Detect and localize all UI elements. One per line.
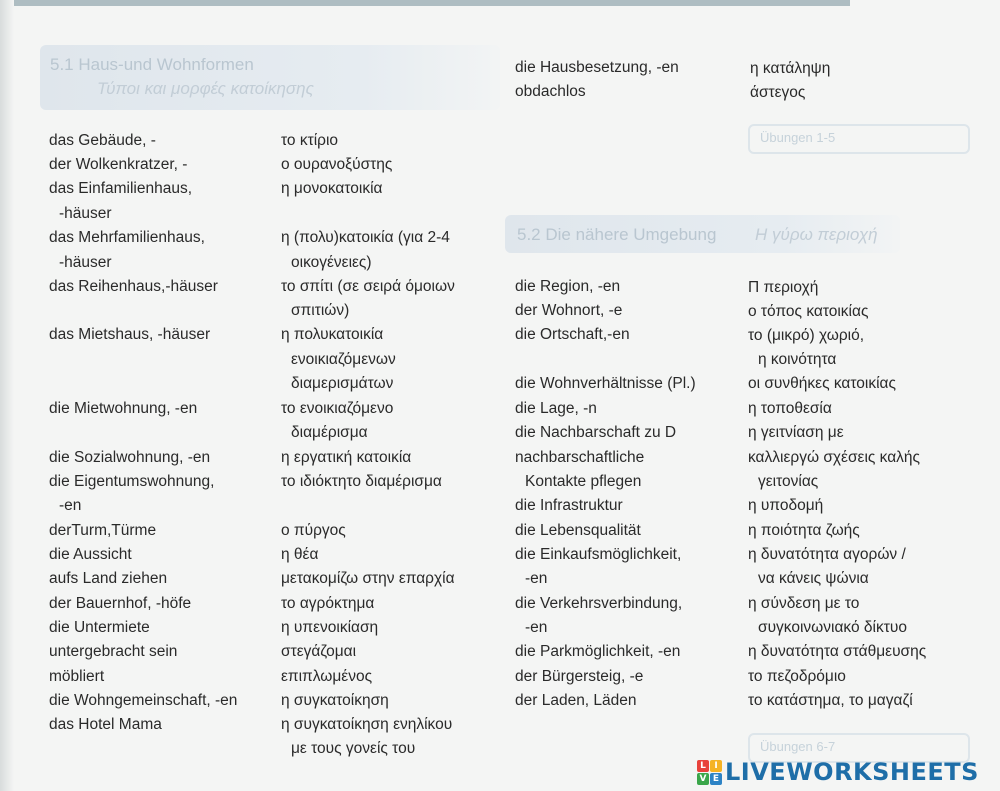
vocab-translation: διαμερισμάτων: [291, 375, 394, 392]
section-title-de: 5.2 Die nähere Umgebung: [517, 225, 717, 244]
vocab-term: der Bürgersteig, -e: [515, 668, 644, 685]
vocab-translation: το αγρόκτημα: [281, 595, 375, 612]
vocab-term: die Wohngemeinschaft, -en: [49, 692, 238, 709]
vocab-translation: το κτίριο: [281, 132, 339, 149]
vocab-term: das Einfamilienhaus,: [49, 180, 193, 197]
vocab-translation: στεγάζομαι: [281, 643, 357, 660]
vocab-translation: το (μικρό) χωριό,: [748, 327, 865, 344]
vocab-translation: η κοινότητα: [758, 351, 837, 368]
vocab-term: die Verkehrsverbindung,: [515, 595, 683, 612]
vocab-translation: η σύνδεση με το: [748, 595, 860, 612]
vocab-translation: το σπίτι (σε σειρά όμοιων: [281, 278, 455, 295]
vocab-translation: ο πύργος: [281, 522, 346, 539]
vocab-term: -häuser: [59, 254, 112, 271]
vocab-term: Kontakte pflegen: [525, 473, 642, 490]
vocab-term: die Lebensqualität: [515, 522, 641, 539]
vocab-term: die Infrastruktur: [515, 497, 623, 514]
vocab-translation: να κάνεις ψώνια: [758, 570, 869, 587]
vocab-translation: η εργατική κατοικία: [281, 449, 412, 466]
page-binding-shadow: [0, 0, 14, 791]
vocab-translation: επιπλωμένος: [281, 668, 373, 685]
vocab-term: untergebracht sein: [49, 643, 178, 660]
vocab-term: die Untermiete: [49, 619, 150, 636]
vocab-term: die Hausbesetzung, -en: [515, 59, 679, 76]
vocab-translation: η δυνατότητα στάθμευσης: [748, 643, 927, 660]
vocab-term: die Eigentumswohnung,: [49, 473, 215, 490]
vocab-term: die Sozialwohnung, -en: [49, 449, 211, 466]
vocab-translation: η δυνατότητα αγορών /: [748, 546, 906, 563]
vocab-translation: το ιδιόκτητο διαμέρισμα: [281, 473, 442, 490]
vocab-term: die Lage, -n: [515, 400, 597, 417]
vocab-term: das Mietshaus, -häuser: [49, 326, 211, 343]
exercises-label: Übungen 1-5: [760, 130, 836, 145]
vocab-term: die Parkmöglichkeit, -en: [515, 643, 681, 660]
vocab-term: -häuser: [59, 205, 112, 222]
vocab-translation: η συγκατοίκηση: [281, 692, 389, 709]
logo-letter: L: [697, 760, 709, 772]
vocab-term: das Reihenhaus,-häuser: [49, 278, 218, 295]
vocab-translation: οι συνθήκες κατοικίας: [748, 375, 896, 392]
vocab-translation: σπιτιών): [291, 302, 350, 319]
vocab-translation: οικογένειες): [291, 254, 372, 271]
vocab-translation: ο ουρανοξύστης: [281, 156, 393, 173]
vocab-translation: το πεζοδρόμιο: [748, 668, 846, 685]
vocab-term: der Wolkenkratzer, -: [49, 156, 188, 173]
logo-letter: E: [710, 773, 722, 785]
vocab-term: der Wohnort, -e: [515, 302, 623, 319]
vocab-term: die Ortschaft,-en: [515, 326, 630, 343]
logo-letter: V: [697, 773, 709, 785]
vocab-term: -en: [59, 497, 82, 514]
logo-text: LIVEWORKSHEETS: [725, 758, 979, 786]
section-heading-haus-wohnformen: [40, 45, 500, 110]
vocab-translation: καλλιεργώ σχέσεις καλής: [748, 449, 921, 466]
vocab-term: die Einkaufsmöglichkeit,: [515, 546, 682, 563]
vocab-translation: η συγκατοίκηση ενηλίκου: [281, 716, 453, 733]
vocab-translation: η μονοκατοικία: [281, 180, 383, 197]
vocab-term: aufs Land ziehen: [49, 570, 168, 587]
liveworksheets-logo[interactable]: [697, 755, 979, 789]
vocab-translation: συγκοινωνιακό δίκτυο: [758, 619, 907, 636]
vocab-term: der Bauernhof, -höfe: [49, 595, 192, 612]
exercises-label: Übungen 6-7: [760, 739, 836, 754]
section-title-gr: Η γύρω περιοχή: [755, 225, 878, 244]
vocab-translation: μετακομίζω στην επαρχία: [281, 570, 455, 587]
vocab-term: -en: [525, 570, 548, 587]
logo-mark-icon: [697, 760, 722, 785]
logo-letter: I: [710, 760, 722, 772]
vocab-term: die Nachbarschaft zu D: [515, 424, 677, 441]
vocab-translation: το ενοικιαζόμενο: [281, 400, 394, 417]
section-title-de: 5.1 Haus-und Wohnformen: [50, 55, 254, 74]
vocab-term: das Mehrfamilienhaus,: [49, 229, 205, 246]
vocab-translation: άστεγος: [750, 84, 806, 101]
vocab-term: das Gebäude, -: [49, 132, 156, 149]
vocab-term: möbliert: [49, 668, 105, 685]
vocab-translation: η κατάληψη: [750, 60, 831, 77]
exercises-box-1: [748, 124, 970, 154]
top-page-edge: [0, 0, 850, 6]
vocab-translation: ο τόπος κατοικίας: [748, 303, 869, 320]
vocab-term: die Region, -en: [515, 278, 621, 295]
vocab-translation: διαμέρισμα: [291, 424, 368, 441]
vocab-translation: η υποδομή: [748, 497, 824, 514]
vocab-translation: η (πολυ)κατοικία (για 2-4: [281, 229, 450, 246]
vocab-translation: η πολυκατοικία: [281, 326, 384, 343]
vocab-term: nachbarschaftliche: [515, 449, 645, 466]
section-title-gr: Τύποι και μορφές κατοίκησης: [97, 79, 314, 98]
vocab-term: die Mietwohnung, -en: [49, 400, 198, 417]
vocab-term: derTurm,Türme: [49, 522, 157, 539]
vocab-term: -en: [525, 619, 548, 636]
vocab-translation: η τοποθεσία: [748, 400, 832, 417]
vocab-translation: η γειτνίαση με: [748, 424, 844, 441]
vocab-term: die Aussicht: [49, 546, 132, 563]
vocab-term: obdachlos: [515, 83, 586, 100]
vocab-term: die Wohnverhältnisse (Pl.): [515, 375, 696, 392]
vocab-translation: ενοικιαζόμενων: [291, 351, 396, 368]
section-heading-naehere-umgebung: [505, 215, 900, 253]
vocab-term: der Laden, Läden: [515, 692, 637, 709]
vocab-translation: με τους γονείς του: [291, 740, 416, 757]
vocab-translation: η υπενοικίαση: [281, 619, 379, 636]
vocab-translation: το κατάστημα, το μαγαζί: [748, 692, 913, 709]
vocab-term: das Hotel Mama: [49, 716, 162, 733]
vocab-translation: γειτονίας: [758, 473, 819, 490]
vocab-translation: Π περιοχή: [748, 279, 819, 296]
vocab-translation: η ποιότητα ζωής: [748, 522, 860, 539]
vocab-translation: η θέα: [281, 546, 319, 563]
